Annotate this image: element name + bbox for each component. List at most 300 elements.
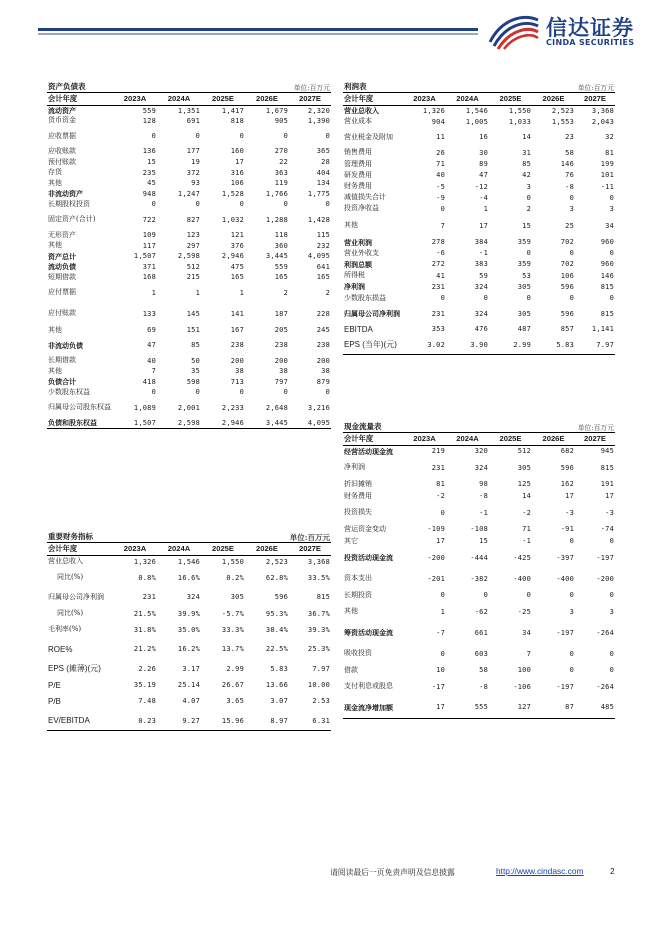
row-label: 长期股权投资 xyxy=(48,199,90,208)
row-value: 1,507 xyxy=(133,252,156,261)
row-value: -382 xyxy=(470,574,488,583)
row-value: 41 xyxy=(436,271,445,280)
row-value: 62.8% xyxy=(265,573,288,582)
row-value: -200 xyxy=(596,574,614,583)
row-value: 89 xyxy=(479,160,488,169)
row-value: 3 xyxy=(526,182,531,191)
table-unit: 单位:百万元 xyxy=(532,80,615,92)
row-value: 59 xyxy=(479,271,488,280)
row-value: 100 xyxy=(517,666,531,674)
table-row xyxy=(47,711,331,731)
row-value: 0 xyxy=(609,649,614,658)
footer-website-link[interactable]: http://www.cindasc.com xyxy=(496,866,584,876)
row-value: -9 xyxy=(436,193,445,202)
row-value: -1 xyxy=(479,249,488,258)
table-title-row xyxy=(47,514,331,542)
row-value: 165 xyxy=(230,273,244,282)
row-value: 1,550 xyxy=(221,557,244,566)
table-row xyxy=(47,240,331,251)
row-value: 71 xyxy=(522,525,531,533)
row-value: 691 xyxy=(186,116,200,125)
row-value: 22 xyxy=(279,158,288,167)
table-row xyxy=(47,325,331,336)
row-value: -8 xyxy=(479,682,488,691)
row-label: 资产总计 xyxy=(48,251,76,261)
row-value: 2 xyxy=(325,288,330,297)
row-value: -425 xyxy=(513,553,531,562)
table-row xyxy=(343,181,615,192)
table-row xyxy=(47,178,331,189)
table-header-row xyxy=(343,92,615,105)
row-value: 231 xyxy=(431,309,445,318)
row-value: 11 xyxy=(436,133,445,142)
row-value: 3 xyxy=(569,607,574,616)
table-row xyxy=(47,105,331,116)
row-value: 146 xyxy=(600,271,614,280)
row-label: 营业成本 xyxy=(344,117,372,126)
row-label: 销售费用 xyxy=(344,148,372,157)
row-value: 1,005 xyxy=(465,117,488,126)
row-value: 69 xyxy=(147,326,156,335)
row-label: 其他 xyxy=(48,178,62,187)
row-value: 42 xyxy=(522,171,531,180)
row-label: 营业税金及附加 xyxy=(344,132,393,141)
row-label: 营运资金变动 xyxy=(344,524,386,533)
row-value: 109 xyxy=(142,231,156,240)
row-label: 流动负债 xyxy=(48,262,76,272)
row-value: -106 xyxy=(513,682,531,691)
row-value: 2,598 xyxy=(157,418,201,429)
table-row xyxy=(47,189,331,200)
row-value: 0.8% xyxy=(138,573,156,582)
table-row xyxy=(343,622,615,643)
row-value: 115 xyxy=(316,231,330,240)
row-value: 81 xyxy=(605,148,614,157)
row-label: 其他 xyxy=(48,241,62,250)
row-label: 减值损失合计 xyxy=(344,193,386,202)
row-value: 36.7% xyxy=(307,609,330,618)
table-row xyxy=(343,535,615,547)
row-value: -108 xyxy=(470,525,488,533)
row-value: 359 xyxy=(517,238,531,247)
row-value: -91 xyxy=(560,525,574,533)
row-value: 117 xyxy=(142,241,156,250)
row-label: 营业总收入 xyxy=(344,106,379,116)
row-label: 借款 xyxy=(344,665,358,674)
row-label: 其他 xyxy=(344,607,358,615)
row-value: 13.7% xyxy=(221,645,244,654)
table-row xyxy=(343,116,615,127)
row-value: 383 xyxy=(474,260,488,269)
row-value: 2,523 xyxy=(551,106,574,115)
row-value: 948 xyxy=(142,189,156,198)
table-row xyxy=(47,659,331,679)
row-value: 162 xyxy=(560,480,574,488)
row-label: 投资活动现金流 xyxy=(344,553,393,562)
row-value: 3.02 xyxy=(403,335,446,355)
table-row xyxy=(343,281,615,292)
row-label: 经营活动现金流 xyxy=(344,446,393,456)
row-value: -444 xyxy=(470,553,488,562)
table-title-row xyxy=(343,418,615,432)
row-value: 404 xyxy=(316,168,330,177)
row-value: 360 xyxy=(274,241,288,250)
row-label: 固定资产(合计) xyxy=(48,215,96,224)
row-value: 119 xyxy=(274,179,288,188)
row-value: 38 xyxy=(235,367,244,376)
row-value: 0 xyxy=(325,388,330,397)
row-value: 1,766 xyxy=(265,189,288,198)
table-row xyxy=(47,355,331,366)
row-label: EV/EBITDA xyxy=(47,711,113,731)
row-value: 3.65 xyxy=(226,697,244,706)
row-value: 905 xyxy=(274,116,288,125)
row-label: 其他 xyxy=(48,366,62,375)
row-value: 1,326 xyxy=(422,106,445,115)
row-value: 38.4% xyxy=(265,625,288,634)
row-value: 7 xyxy=(526,649,531,658)
row-value: 85 xyxy=(191,341,200,350)
row-label: 应收票据 xyxy=(48,131,76,140)
row-value: -3 xyxy=(565,508,574,517)
header-year-2024A: 2024A xyxy=(446,432,489,445)
header-year-2023A: 2023A xyxy=(403,92,446,105)
table-header-row xyxy=(47,542,331,555)
row-value: 17 xyxy=(479,221,488,230)
header-year-2026E: 2026E xyxy=(245,542,289,555)
table-row xyxy=(343,523,615,535)
row-label: 其他 xyxy=(48,325,62,334)
row-value: 81 xyxy=(436,480,445,488)
row-value: 1,550 xyxy=(508,106,531,115)
header-year-2027E: 2027E xyxy=(575,92,615,105)
row-value: 0 xyxy=(609,193,614,202)
row-value: 0 xyxy=(283,132,288,141)
row-value: -201 xyxy=(427,574,445,583)
row-value: 0 xyxy=(440,294,445,303)
row-label: 长期投资 xyxy=(344,590,372,599)
logo xyxy=(488,12,648,52)
row-value: 106 xyxy=(560,271,574,280)
table-row xyxy=(343,676,615,697)
row-value: 818 xyxy=(230,116,244,125)
row-label: 归属母公司净利润 xyxy=(48,592,104,601)
row-value: -12 xyxy=(474,182,488,191)
row-label: 应付账款 xyxy=(48,309,76,318)
row-value: 38 xyxy=(321,367,330,376)
header-label: 会计年度 xyxy=(343,432,403,445)
row-value: 815 xyxy=(600,282,614,291)
row-label: 毛利率(%) xyxy=(48,625,82,634)
row-value: 34 xyxy=(522,628,531,637)
row-label: 筹资活动现金流 xyxy=(344,628,393,637)
row-value: 3.07 xyxy=(270,697,288,706)
row-value: -2 xyxy=(436,492,445,500)
row-value: 702 xyxy=(560,260,574,269)
row-value: 125 xyxy=(517,480,531,488)
row-value: 0 xyxy=(569,537,574,545)
row-value: 231 xyxy=(431,463,445,472)
header-year-2023A: 2023A xyxy=(113,92,157,105)
row-value: 418 xyxy=(142,377,156,386)
row-value: 4,095 xyxy=(307,252,330,261)
row-label: P/B xyxy=(48,696,61,706)
row-value: -197 xyxy=(556,682,574,691)
row-value: 136 xyxy=(142,147,156,156)
row-value: 85 xyxy=(522,160,531,169)
row-value: 53 xyxy=(522,271,531,280)
row-label: 财务费用 xyxy=(344,491,372,500)
table-row xyxy=(343,589,615,601)
row-label: 投资净收益 xyxy=(344,204,379,213)
row-value: 596 xyxy=(560,282,574,291)
table-row xyxy=(47,262,331,273)
row-value: 5.83 xyxy=(270,664,288,673)
table-title: 资产负债表 xyxy=(47,80,245,92)
logo-english: CINDA SECURITIES xyxy=(546,38,635,47)
table-row xyxy=(343,127,615,147)
row-value: 0 xyxy=(283,388,288,397)
row-value: -62 xyxy=(474,607,488,616)
row-value: 475 xyxy=(230,262,244,271)
row-label: 利润总额 xyxy=(344,259,372,269)
row-label: 营业总收入 xyxy=(48,557,83,566)
table-unit: 单位:百万元 xyxy=(245,80,331,92)
row-value: 200 xyxy=(274,356,288,365)
header-year-2026E: 2026E xyxy=(532,432,575,445)
row-value: -8 xyxy=(479,492,488,500)
table-row xyxy=(343,457,615,478)
row-value: 205 xyxy=(274,326,288,335)
row-label: 应付票据 xyxy=(48,288,76,297)
row-label: 无形资产 xyxy=(48,230,76,239)
row-value: 7.48 xyxy=(138,697,156,706)
row-value: 6.31 xyxy=(289,711,331,731)
row-value: 14 xyxy=(522,492,531,500)
row-value: 0 xyxy=(569,249,574,258)
row-label: 归属母公司股东权益 xyxy=(48,403,111,412)
row-value: 0 xyxy=(569,591,574,599)
row-value: 0 xyxy=(609,249,614,258)
row-value: 3,445 xyxy=(245,418,289,429)
row-value: 199 xyxy=(600,160,614,169)
table-row xyxy=(47,146,331,157)
row-value: 0 xyxy=(483,591,488,599)
table-row xyxy=(47,555,331,568)
row-value: 165 xyxy=(274,273,288,282)
row-value: -197 xyxy=(556,628,574,637)
row-value: 7 xyxy=(440,221,445,230)
table-row xyxy=(47,377,331,388)
row-value: 320 xyxy=(474,447,488,456)
row-value: 118 xyxy=(274,231,288,240)
table-row xyxy=(47,157,331,168)
row-label: 财务费用 xyxy=(344,182,372,191)
row-value: 1,351 xyxy=(177,106,200,115)
row-value: 879 xyxy=(316,377,330,386)
table-row xyxy=(47,398,331,418)
row-value: 476 xyxy=(474,325,488,334)
row-value: 245 xyxy=(316,326,330,335)
row-value: 76 xyxy=(565,171,574,180)
row-value: 235 xyxy=(142,168,156,177)
row-value: 215 xyxy=(186,273,200,282)
row-value: 797 xyxy=(274,377,288,386)
table-row xyxy=(343,445,615,457)
row-value: 1,507 xyxy=(113,418,157,429)
row-value: 2,233 xyxy=(221,403,244,412)
row-value: 187 xyxy=(274,309,288,318)
row-value: 815 xyxy=(600,463,614,472)
row-value: 512 xyxy=(517,447,531,456)
row-label: 支付利息或股息 xyxy=(344,682,393,690)
table-row xyxy=(343,203,615,214)
row-value: 0 xyxy=(195,132,200,141)
row-value: 95.3% xyxy=(265,609,288,618)
row-value: 45 xyxy=(147,179,156,188)
row-label: 投资损失 xyxy=(344,508,372,516)
row-value: 231 xyxy=(431,282,445,291)
row-value: 3,216 xyxy=(307,403,330,412)
row-value: 7.97 xyxy=(312,664,330,673)
row-label: 归属母公司净利润 xyxy=(344,309,400,319)
row-value: 0 xyxy=(195,200,200,209)
table-row xyxy=(47,251,331,262)
row-value: 2,946 xyxy=(201,418,245,429)
row-label: 折旧摊销 xyxy=(344,479,372,488)
row-value: 168 xyxy=(142,273,156,282)
row-label: 吸收投资 xyxy=(344,649,372,657)
row-value: 2.99 xyxy=(489,335,532,355)
row-value: 33.3% xyxy=(221,625,244,634)
table-row xyxy=(343,478,615,490)
row-value: -5.7% xyxy=(221,609,244,618)
row-value: 177 xyxy=(186,147,200,156)
row-value: -74 xyxy=(600,525,614,533)
row-value: 33.5% xyxy=(307,573,330,582)
row-label: 负债合计 xyxy=(48,377,76,387)
row-value: 1,528 xyxy=(221,189,244,198)
row-value: 21.5% xyxy=(133,609,156,618)
row-value: 128 xyxy=(142,116,156,125)
table-row xyxy=(343,697,615,718)
row-value: 141 xyxy=(230,309,244,318)
row-value: 32 xyxy=(605,133,614,142)
table-row xyxy=(343,547,615,568)
row-value: 1,428 xyxy=(307,215,330,224)
key-indicators-table xyxy=(47,514,331,731)
row-value: 365 xyxy=(316,147,330,156)
header-year-2026E: 2026E xyxy=(245,92,289,105)
row-value: 713 xyxy=(230,377,244,386)
row-value: 297 xyxy=(186,241,200,250)
row-value: -397 xyxy=(556,553,574,562)
row-value: 2.26 xyxy=(138,664,156,673)
row-value: 0 xyxy=(526,193,531,202)
row-value: 25 xyxy=(565,221,574,230)
table-row xyxy=(343,292,615,303)
row-value: 305 xyxy=(517,309,531,318)
table-row xyxy=(47,679,331,692)
row-value: 3.90 xyxy=(446,335,489,355)
table-row xyxy=(343,192,615,203)
row-value: -197 xyxy=(596,553,614,562)
row-value: 0 xyxy=(569,649,574,658)
row-value: 384 xyxy=(474,238,488,247)
row-value: 0 xyxy=(325,132,330,141)
row-value: 485 xyxy=(575,697,615,718)
row-value: 324 xyxy=(186,593,200,602)
row-value: 17 xyxy=(436,537,445,545)
table-unit: 单位:百万元 xyxy=(245,514,331,542)
row-value: 15 xyxy=(522,221,531,230)
table-row xyxy=(47,588,331,608)
row-value: 39.9% xyxy=(177,609,200,618)
row-value: 2,320 xyxy=(307,106,330,115)
row-value: 363 xyxy=(274,168,288,177)
header-year-2025E: 2025E xyxy=(201,92,245,105)
table-title: 现金流量表 xyxy=(343,418,532,432)
table-row xyxy=(47,607,331,620)
row-label: 预付账款 xyxy=(48,157,76,166)
row-value: 827 xyxy=(186,215,200,224)
row-value: 1,553 xyxy=(551,117,574,126)
row-value: 3 xyxy=(609,607,614,616)
row-label: 存货 xyxy=(48,168,62,177)
row-value: 134 xyxy=(316,179,330,188)
header-stripe-grey xyxy=(38,33,478,35)
row-label: 研发费用 xyxy=(344,170,372,179)
row-value: 0 xyxy=(151,388,156,397)
row-value: 603 xyxy=(474,649,488,658)
row-value: 17 xyxy=(565,492,574,500)
row-value: 0 xyxy=(609,537,614,545)
table-row xyxy=(343,147,615,158)
row-value: 0 xyxy=(526,249,531,258)
row-value: 1,546 xyxy=(177,557,200,566)
row-label: 长期借款 xyxy=(48,356,76,365)
row-value: 1 xyxy=(483,204,488,213)
row-label: 现金流净增加额 xyxy=(343,697,403,718)
row-value: 945 xyxy=(600,447,614,456)
table-row xyxy=(343,237,615,248)
row-value: 1,247 xyxy=(177,189,200,198)
row-value: 22.5% xyxy=(265,645,288,654)
table-row xyxy=(343,159,615,170)
row-value: 559 xyxy=(274,262,288,271)
table-title-row xyxy=(343,80,615,92)
header-label: 会计年度 xyxy=(47,92,113,105)
row-label: 所得税 xyxy=(344,271,365,280)
row-value: 87 xyxy=(532,697,575,718)
row-value: 0 xyxy=(440,649,445,658)
table-row xyxy=(343,643,615,664)
row-value: 151 xyxy=(186,326,200,335)
row-value: 21.2% xyxy=(133,645,156,654)
row-value: 200 xyxy=(316,356,330,365)
row-value: 31 xyxy=(522,148,531,157)
row-value: 0 xyxy=(440,508,445,517)
header-label: 会计年度 xyxy=(47,542,113,555)
table-header-row xyxy=(343,432,615,445)
row-value: 238 xyxy=(316,341,330,350)
row-value: 1,546 xyxy=(465,106,488,115)
row-value: 15.96 xyxy=(201,711,245,731)
table-row xyxy=(47,230,331,241)
row-value: -8 xyxy=(565,182,574,191)
row-value: 2.99 xyxy=(226,664,244,673)
row-value: 8.97 xyxy=(245,711,289,731)
